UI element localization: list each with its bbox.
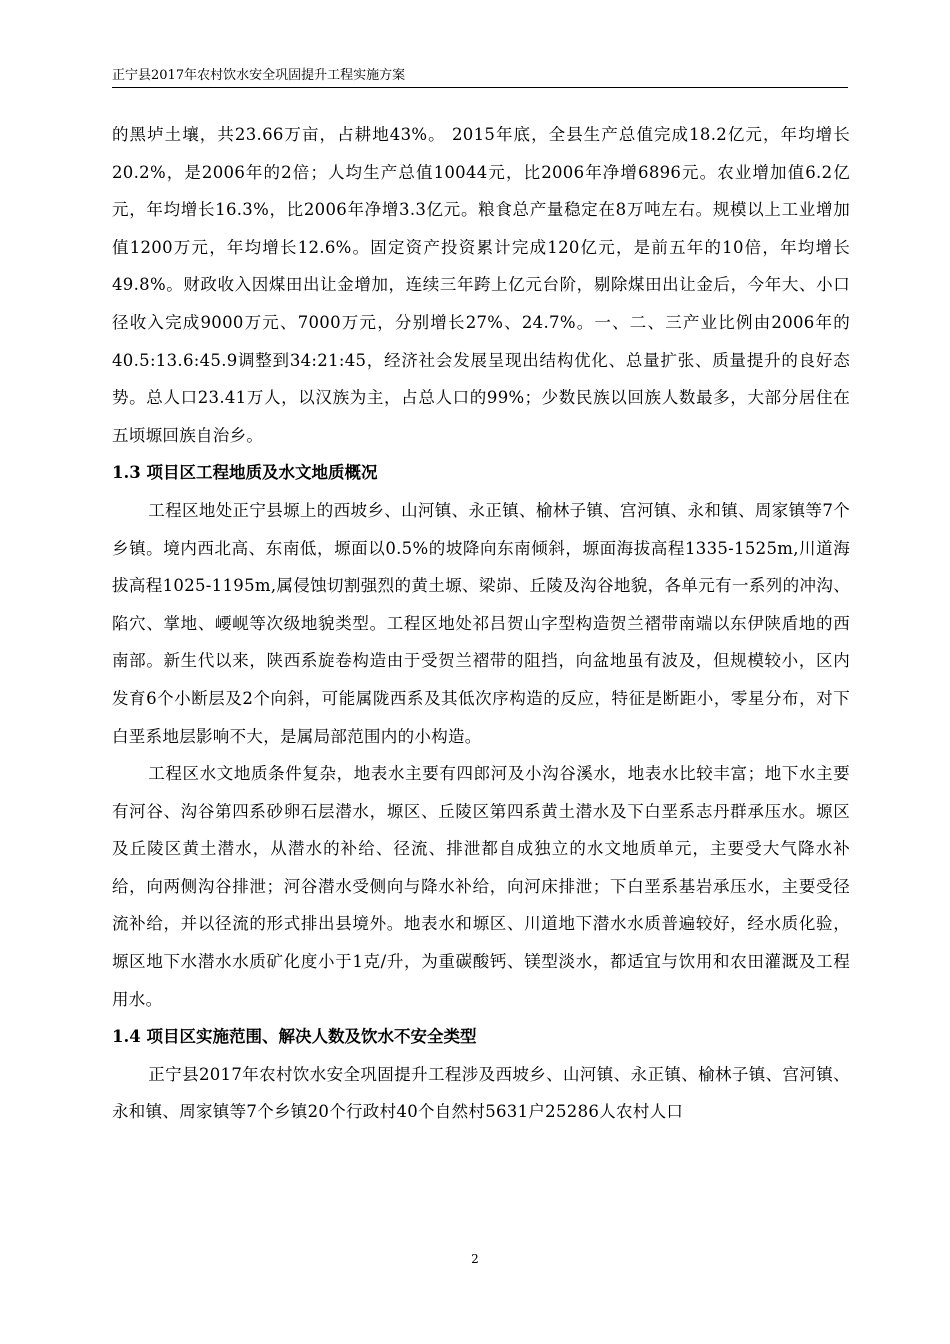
header-title: 正宁县2017年农村饮水安全巩固提升工程实施方案 xyxy=(112,68,406,83)
running-header xyxy=(112,66,848,88)
section-heading-1-4: 1.4 项目区实施范围、解决人数及饮水不安全类型 xyxy=(112,1027,477,1047)
document-body xyxy=(112,116,850,1131)
paragraph-scope: 正宁县2017年农村饮水安全巩固提升工程涉及西坡乡、山河镇、永正镇、榆林子镇、宫河镇、永和镇、周家镇等7个乡镇20个行政村40个自然村5631户25286人农村人口 xyxy=(112,1064,850,1122)
paragraph-geology: 工程区地处正宁县塬上的西坡乡、山河镇、永正镇、榆林子镇、宫河镇、永和镇、周家镇等7个乡镇。境内西北高、东南低，塬面以0.5%的坡降向东南倾斜，塬面海拔高程1335-1525m,川道海拔高程1025-1195m,属侵蚀切割强烈的黄土塬、梁峁、丘陵及沟谷地貌，各单元有一系列的冲沟、陷穴、掌地、崾岘等次级地貌类型。工程区地处祁吕贺山字型构造贺兰褶带南端以东伊陕盾地的西南部。新生代以来，陕西系旋卷构造由于受贺兰褶带的阻挡，向盆地虽有波及，但规模较小，区内发育6个小断层及2个向斜，可能属陇西系及其低次序构造的反应，特征是断距小，零星分布，对下白垩系地层影响不大，是属局部范围内的小构造。 xyxy=(112,500,850,746)
paragraph-economy: 的黑垆土壤，共23.66万亩，占耕地43%。 2015年底，全县生产总值完成18.2亿元，年均增长20.2%，是2006年的2倍；人均生产总值10044元，比2006年净增6896元。农业增加值6.2亿元，年均增长16.3%，比2006年净增3.3亿元。粮食总产量稳定在8万吨左右。规模以上工业增加值1200万元，年均增长12.6%。固定资产投资累计完成120亿元，是前五年的10倍，年均增长49.8%。财政收入因煤田出让金增加，连续三年跨上亿元台阶，剔除煤田出让金后，今年大、小口径收入完成9000万元、7000万元，分别增长27%、24.7%。一、二、三产业比例由2006年的40.5:13.6:45.9调整到34:21:45，经济社会发展呈现出结构优化、总量扩张、质量提升的良好态势。总人口23.41万人，以汉族为主，占总人口的99%；少数民族以回族人数最多，大部分居住在五顷塬回族自治乡。 xyxy=(112,125,850,445)
paragraph-hydrogeology: 工程区水文地质条件复杂，地表水主要有四郎河及小沟谷溪水，地表水比较丰富；地下水主要有河谷、沟谷第四系砂卵石层潜水，塬区、丘陵区第四系黄土潜水及下白垩系志丹群承压水。塬区及丘陵区黄土潜水，从潜水的补给、径流、排泄都自成独立的水文地质单元，主要受大气降水补给，向两侧沟谷排泄；河谷潜水受侧向与降水补给，向河床排泄；下白垩系基岩承压水，主要受径流补给，并以径流的形式排出县境外。地表水和塬区、川道地下潜水水质普遍较好，经水质化验，塬区地下水潜水水质矿化度小于1克/升，为重碳酸钙、镁型淡水，都适宜与饮用和农田灌溉及工程用水。 xyxy=(112,764,850,1009)
section-heading-1-3: 1.3 项目区工程地质及水文地质概况 xyxy=(112,463,378,483)
page-number: 2 xyxy=(471,1252,479,1266)
